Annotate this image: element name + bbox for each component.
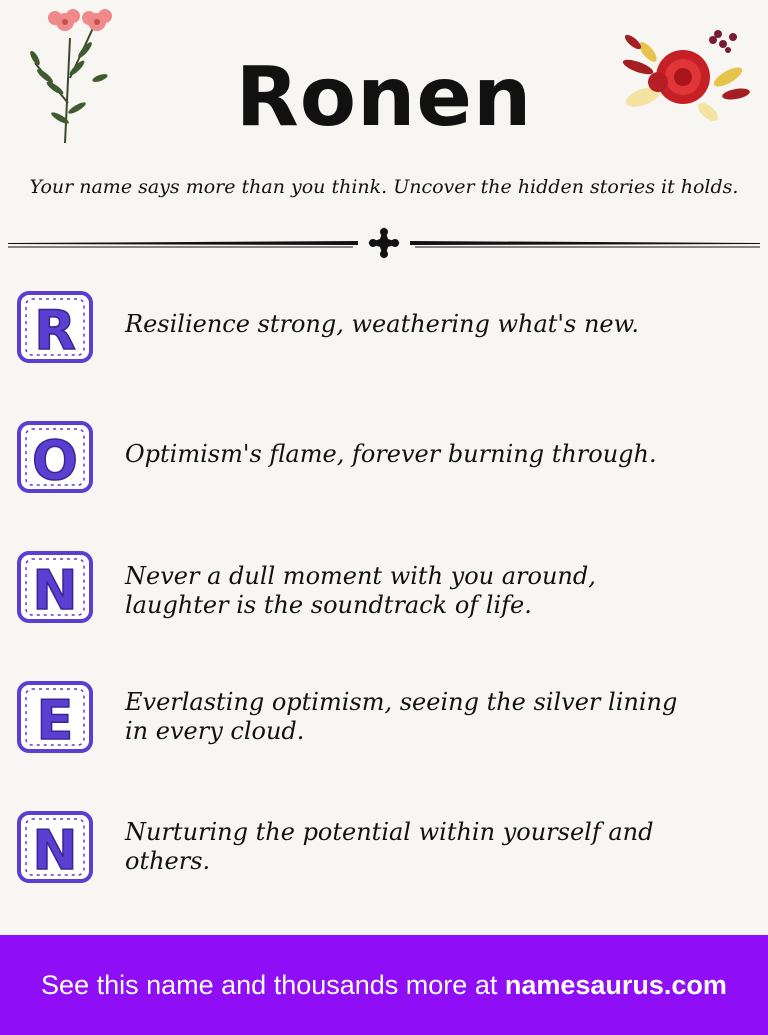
acrostic-row bbox=[0, 420, 768, 500]
tile-letter: N bbox=[32, 559, 78, 622]
footer-caption: See this name and thousands more at bbox=[41, 969, 505, 1000]
site-link[interactable]: namesaurus.com bbox=[504, 969, 727, 1000]
footer-banner bbox=[0, 935, 768, 1035]
letter-tile-icon bbox=[16, 420, 94, 494]
footer-text bbox=[41, 970, 727, 1001]
letter-tile-icon bbox=[16, 810, 94, 884]
acrostic-row bbox=[0, 290, 768, 370]
tagline: Your name says more than you think. Uncover the hidden stories it holds. bbox=[29, 176, 739, 198]
ornament-divider-icon bbox=[8, 225, 760, 265]
letter-tile-icon bbox=[16, 680, 94, 754]
page-title: Ronen bbox=[235, 50, 533, 145]
tile-letter: O bbox=[32, 429, 78, 492]
letter-tile-icon bbox=[16, 290, 94, 364]
tile-letter: R bbox=[34, 299, 76, 362]
acrostic-row bbox=[0, 680, 768, 760]
acrostic-text: Optimism's flame, forever burning through. bbox=[125, 440, 657, 468]
acrostic-text: Never a dull moment with you around, laughter is the soundtrack of life. bbox=[125, 562, 596, 619]
acrostic-text: Resilience strong, weathering what's new. bbox=[125, 310, 639, 338]
acrostic-text: Nurturing the potential within yourself and others. bbox=[125, 818, 654, 875]
letter-tile-icon bbox=[16, 550, 94, 624]
tile-letter: N bbox=[32, 819, 78, 882]
tile-letter: E bbox=[36, 689, 74, 752]
acrostic-row bbox=[0, 810, 768, 890]
acrostic-row bbox=[0, 550, 768, 630]
acrostic-text: Everlasting optimism, seeing the silver lining in every cloud. bbox=[125, 688, 678, 745]
